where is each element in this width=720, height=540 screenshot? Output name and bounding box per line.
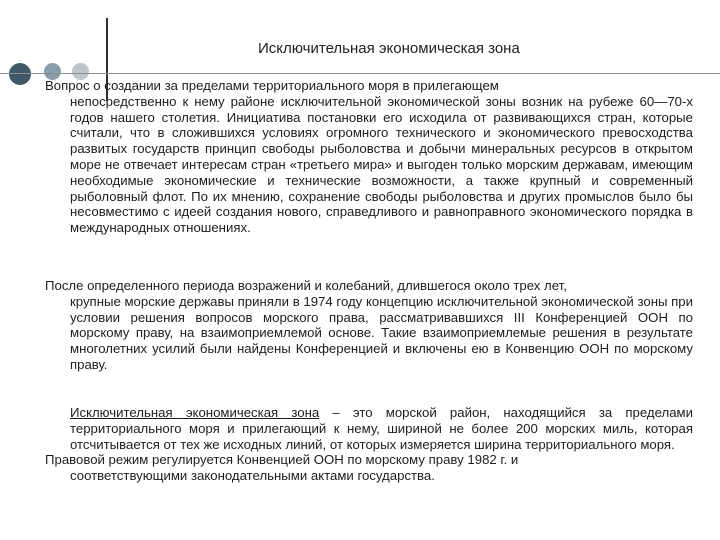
slide-title: Исключительная экономическая зона — [258, 40, 520, 57]
definition-term: Исключительная экономическая зона — [70, 405, 320, 420]
definition-paragraph — [45, 405, 693, 452]
horizontal-divider — [0, 73, 720, 74]
paragraph-origin — [45, 78, 693, 236]
paragraph-adoption-body: крупные морские державы приняли в 1974 году концепцию исключительной экономической зоны при условии решения вопросов морского права, рассматривавшихся III Конференцией ООН по морскому праву, на взаимоприемлемой основе. Такие взаимоприемлемые решения в результате многолетних усилий были найдены Конференцией и включены ею в Конвенцию ООН по морскому праву. — [70, 293, 693, 372]
definition-text: – это морской район, находящийся за пределами территориального моря и прилегающий к нему, шириной не более 200 морских миль, которая отсчитывается от тех же исходных линий, от которых измеряется ширина территориального моря. — [70, 405, 693, 452]
definition-block — [45, 405, 693, 484]
legal-regime-body: соответствующими законодательными актами государства. — [70, 468, 435, 484]
paragraph-adoption — [45, 278, 693, 373]
paragraph-origin-first-line: Вопрос о создании за пределами территориального моря в прилегающем — [45, 78, 499, 93]
legal-regime-first-line: Правовой режим регулируется Конвенцией ООН по морскому праву 1982 г. и — [45, 452, 519, 468]
paragraph-origin-body: непосредственно к нему районе исключительной экономической зоны возник на рубеже 60—70-х годов нашего столетия. Инициатива постановки его исходила от развивающихся стран, которые считали, что в сложившихся условиях огромного технического и экономического превосходства развитых государств принцип свободы рыболовства и добычи минеральных ресурсов в открытом море не отвечает интересам стран «третьего мира» и выгоден только морским державам, имеющим необходимые экономические и технические возможности, а также крупный и современный рыболовный флот. По их мнению, сохранение свободы рыболовства и других промыслов было бы несовместимо с идеей создания нового, справедливого и равноправного экономического порядка в международных отношениях. — [70, 93, 693, 236]
bullet-circle-dark — [9, 63, 31, 85]
paragraph-adoption-first-line: После определенного периода возражений и колебаний, длившегося около трех лет, — [45, 278, 567, 293]
